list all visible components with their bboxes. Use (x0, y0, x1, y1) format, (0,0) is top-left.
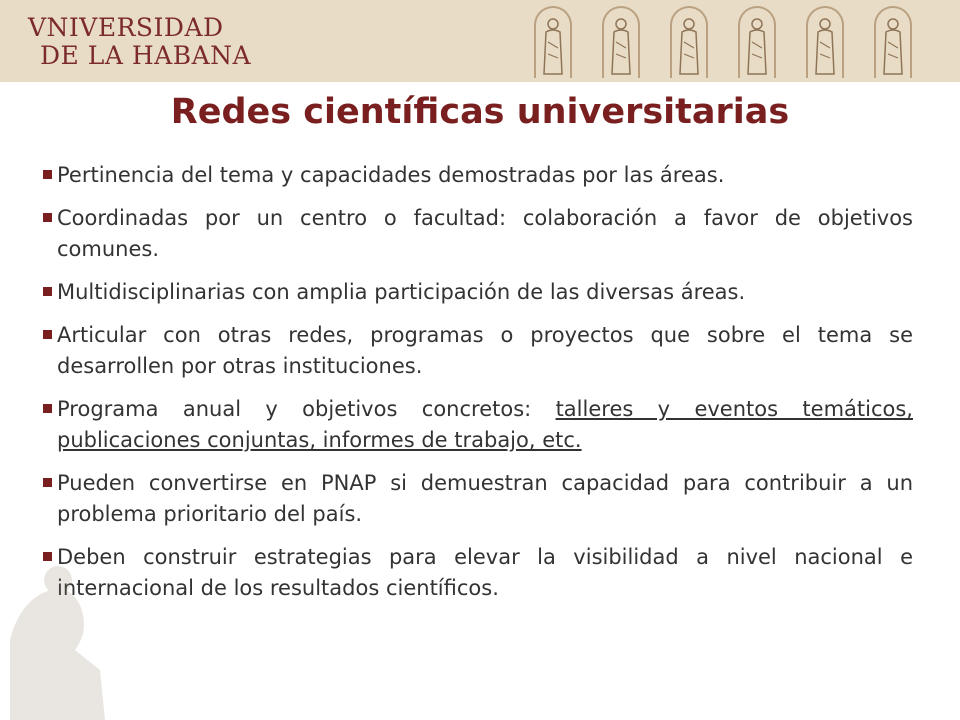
logo-line-2: DE LA HABANA (40, 41, 252, 70)
bullet-item (45, 277, 913, 308)
bullet-item (45, 320, 913, 382)
seated-figure-watermark-icon (0, 560, 120, 720)
bullet-list (45, 160, 913, 616)
university-logo (28, 14, 268, 70)
bullet-item (45, 160, 913, 191)
saint-figure-icon (534, 6, 572, 78)
slide-header (0, 0, 960, 82)
bullet-text: Coordinadas por un centro o facultad: colaboración a favor de objetivos comunes. (57, 206, 913, 261)
bullet-text: Deben construir estrategias para elevar la visibilidad a nivel nacional e internacional de los resultados científicos. (57, 545, 913, 600)
logo-line-1: VNIVERSIDAD (28, 13, 224, 42)
square-bullet-icon (43, 287, 52, 296)
slide-title: Redes científicas universitarias (170, 92, 790, 132)
square-bullet-icon (43, 213, 52, 222)
square-bullet-icon (43, 170, 52, 179)
saint-figure-icon (670, 6, 708, 78)
saint-figure-icon (602, 6, 640, 78)
bullet-text: Articular con otras redes, programas o proyectos que sobre el tema se desarrollen por otras instituciones. (57, 323, 913, 378)
bullet-item (45, 468, 913, 530)
square-bullet-icon (43, 330, 52, 339)
saint-figure-icon (874, 6, 912, 78)
bullet-text: Programa anual y objetivos concretos: (57, 397, 556, 421)
square-bullet-icon (43, 404, 52, 413)
bullet-item (45, 542, 913, 604)
bullet-item (45, 203, 913, 265)
saint-figures-row (530, 6, 940, 82)
bullet-underlined-text: talleres y eventos temáticos, publicaciones conjuntas, informes de trabajo, etc. (57, 397, 913, 452)
bullet-text: Pertinencia del tema y capacidades demostradas por las áreas. (57, 163, 725, 187)
saint-figure-icon (738, 6, 776, 78)
bullet-item (45, 394, 913, 456)
bullet-text: Multidisciplinarias con amplia participación de las diversas áreas. (57, 280, 746, 304)
bullet-text: Pueden convertirse en PNAP si demuestran capacidad para contribuir a un problema prioritario del país. (57, 471, 913, 526)
square-bullet-icon (43, 478, 52, 487)
saint-figure-icon (806, 6, 844, 78)
